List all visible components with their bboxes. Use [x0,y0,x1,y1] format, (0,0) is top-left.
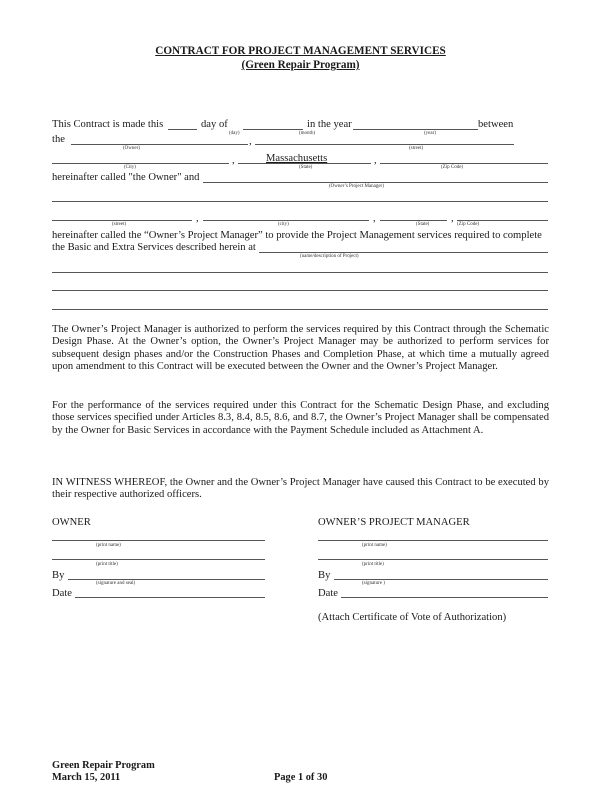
footer-date: March 15, 2011 [52,772,121,783]
day-label: (day) [229,131,240,136]
owner-date-label: Date [52,588,72,599]
city-label: (City) [124,165,136,170]
footer-program: Green Repair Program [52,760,155,771]
intro-text: This Contract is made this [52,119,164,130]
project-description-line-3[interactable] [52,290,548,291]
the-text: the [52,134,65,145]
signature-label: (signature and seal) [96,581,136,586]
street-label: (street) [409,146,424,151]
opm-zip-field[interactable] [457,220,548,221]
state-label-2: (State) [416,222,430,227]
opm-by-label: By [318,570,331,581]
document-subtitle: (Green Repair Program) [241,59,360,71]
owner-print-name-field[interactable] [52,540,265,541]
opm-state-field[interactable] [380,220,447,221]
print-name-label: (print name) [362,543,387,548]
owner-street-field[interactable] [255,144,514,145]
opm-name-field-2[interactable] [52,201,548,202]
compensation-paragraph: For the performance of the services required under this Contract for the Schematic Design Phase, and excluding those services specified under Articles 8.3, 8.4, 8.5, 8.6, and 8.7, the Owner’s Project Manager shall be compensated by the Owner for Basic Services in accordance with the Payment Schedule included as Attachment A. [52,400,549,436]
owner-print-title-field[interactable] [52,559,265,560]
signature-label: (signature ) [362,581,385,586]
hereinafter-opm-text: hereinafter called the “Owner’s Project Manager” to provide the Project Management services required to complete [52,230,542,241]
project-description-field[interactable] [259,252,548,253]
opm-heading: OWNER’S PROJECT MANAGER [318,517,470,528]
month-label: (month) [299,131,316,136]
month-field[interactable] [243,129,303,130]
basic-extra-text: the Basic and Extra Services described herein at [52,242,256,253]
opm-date-field[interactable] [341,597,548,598]
opm-print-title-field[interactable] [318,559,548,560]
print-title-label: (print title) [96,562,118,567]
document-title: CONTRACT FOR PROJECT MANAGEMENT SERVICES [155,45,446,57]
opm-date-label: Date [318,588,338,599]
day-of-text: day of [201,119,228,130]
in-the-year-text: in the year [307,119,352,130]
owner-signature-field[interactable] [68,579,265,580]
state-label: (State) [299,165,313,170]
witness-paragraph: IN WITNESS WHEREOF, the Owner and the Owner’s Project Manager have caused this Contract to be executed by their respective authorized officers. [52,477,549,501]
street-label-2: (street) [112,222,127,227]
owner-label: (Owner) [123,146,140,151]
owner-name-field[interactable] [71,144,248,145]
project-description-line-2[interactable] [52,272,548,273]
comma: , [232,155,235,166]
owner-by-label: By [52,570,65,581]
owner-zip-field[interactable] [380,163,548,164]
comma: , [374,155,377,166]
opm-name-field[interactable] [203,182,548,183]
opm-signature-field[interactable] [334,579,548,580]
owner-city-field[interactable] [52,163,229,164]
comma: , [373,213,376,224]
comma: , [249,136,252,147]
attach-certificate-note: (Attach Certificate of Vote of Authorization) [318,612,507,623]
comma: , [196,213,199,224]
project-label: (name/description of Project) [300,254,359,259]
year-field[interactable] [353,129,478,130]
city-label-2: (city) [278,222,289,227]
project-description-line-4[interactable] [52,309,548,310]
opm-print-name-field[interactable] [318,540,548,541]
year-label: (year) [424,131,436,136]
opm-label: (Owner’s Project Manager) [329,184,384,189]
print-name-label: (print name) [96,543,121,548]
opm-street-field[interactable] [52,220,192,221]
hereinafter-owner-text: hereinafter called "the Owner" and [52,172,200,183]
day-field[interactable] [168,129,197,130]
authorization-paragraph: The Owner’s Project Manager is authorized to perform the services required by this Contract through the Schematic Design Phase. At the Owner’s option, the Owner’s Project Manager may be authorized to perform services for subsequent design phases and/or the Construction Phases and Completion Phase, at which time a mutually agreed upon amendment to this Contract will be executed between the Owner and the Owner’s Project Manager. [52,324,549,373]
owner-date-field[interactable] [75,597,265,598]
print-title-label: (print title) [362,562,384,567]
owner-heading: OWNER [52,517,91,528]
comma: , [451,213,454,224]
between-text: between [478,119,514,130]
opm-city-field[interactable] [203,220,369,221]
zip-label: (Zip Code) [441,165,464,170]
page-number: Page 1 of 30 [274,772,328,783]
zip-label-2: (Zip Code) [457,222,480,227]
state-value: Massachusetts [266,153,328,164]
